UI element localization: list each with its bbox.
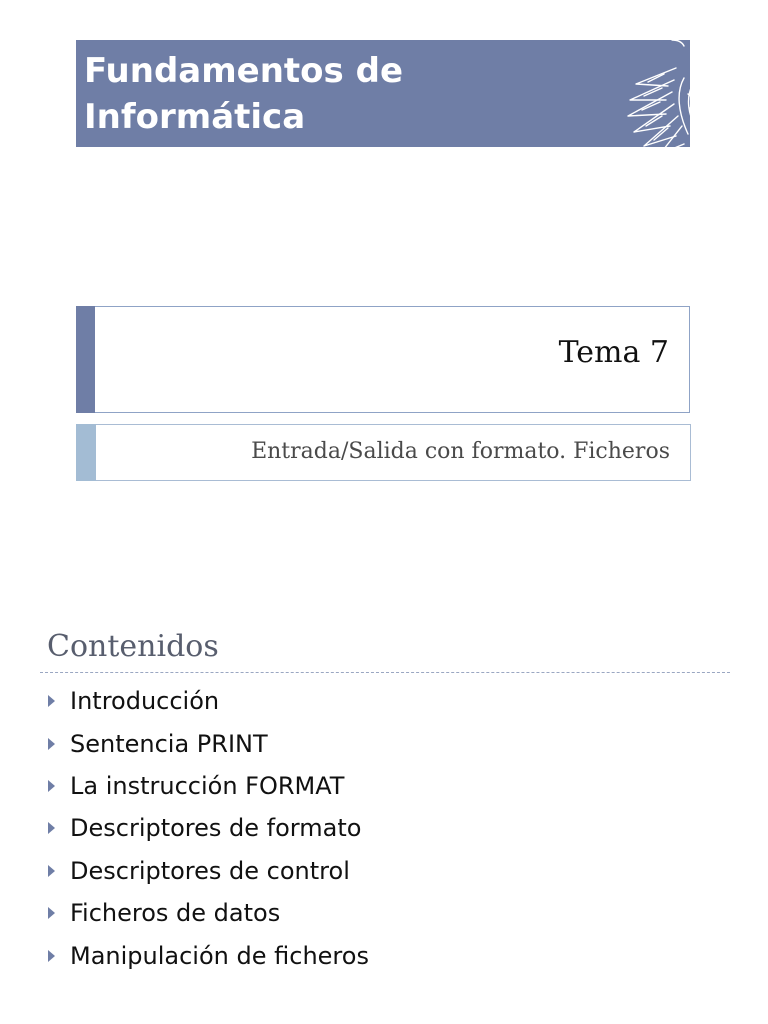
contents-list (46, 680, 726, 977)
list-item-text: Manipulación de ficheros (70, 941, 369, 970)
bullet-arrow-icon (48, 950, 55, 962)
contents-heading: Contenidos (47, 629, 219, 664)
list-item-text: La instrucción FORMAT (70, 771, 345, 800)
title-banner (76, 40, 690, 147)
subtitle-accent-bar (76, 424, 96, 481)
subtitle-text: Entrada/Salida con formato. Ficheros (251, 439, 670, 464)
course-title: Fundamentos de Informática (84, 51, 403, 137)
list-item (46, 934, 726, 976)
list-item (46, 765, 726, 807)
topic-accent-bar (76, 306, 95, 413)
list-item (46, 850, 726, 892)
list-item (46, 722, 726, 764)
list-item (46, 680, 726, 722)
list-item (46, 892, 726, 934)
subtitle-box (76, 424, 691, 481)
contents-divider (40, 672, 730, 673)
crest-icon (616, 28, 736, 158)
bullet-arrow-icon (48, 780, 55, 792)
list-item-text: Introducción (70, 687, 220, 716)
topic-box (76, 306, 690, 413)
bullet-arrow-icon (48, 865, 55, 877)
list-item-text: Sentencia PRINT (70, 729, 268, 758)
list-item-text: Descriptores de control (70, 856, 350, 885)
bullet-arrow-icon (48, 695, 55, 707)
topic-title: Tema 7 (558, 335, 669, 370)
bullet-arrow-icon (48, 738, 55, 750)
list-item (46, 807, 726, 849)
list-item-text: Ficheros de datos (70, 899, 281, 928)
list-item-text: Descriptores de formato (70, 814, 362, 843)
bullet-arrow-icon (48, 822, 55, 834)
bullet-arrow-icon (48, 907, 55, 919)
